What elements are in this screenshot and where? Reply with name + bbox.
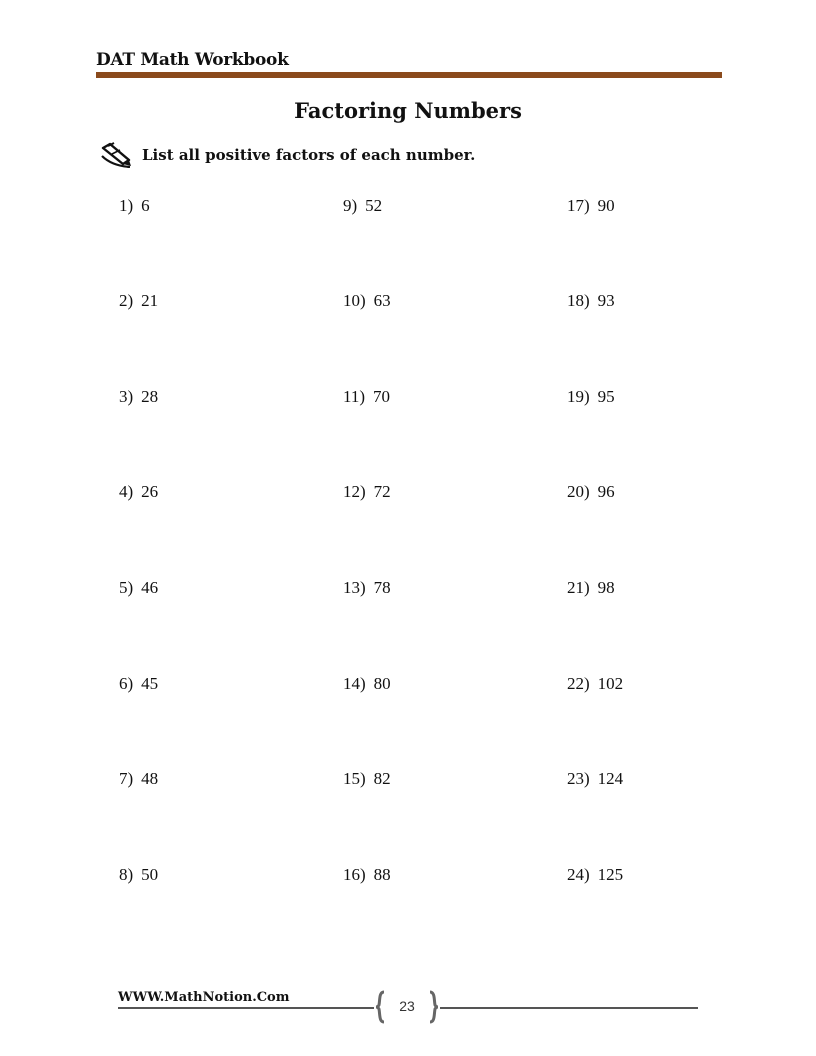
problem-24: 24) 125 — [567, 865, 624, 884]
problem-9: 9) 52 — [343, 196, 383, 215]
website-link[interactable]: WWW.MathNotion.Com — [118, 990, 290, 1005]
problem-18: 18) 93 — [567, 291, 615, 310]
page-number-box — [374, 990, 440, 1024]
problem-5: 5) 46 — [119, 578, 159, 597]
workbook-title: DAT Math Workbook — [96, 50, 289, 70]
problem-10: 10) 63 — [343, 291, 391, 310]
footer-divider-left — [118, 1007, 374, 1009]
problem-16: 16) 88 — [343, 865, 391, 884]
footer-divider-right — [440, 1007, 698, 1009]
instruction-text: List all positive factors of each number. — [142, 146, 476, 164]
problem-20: 20) 96 — [567, 482, 615, 501]
problem-22: 22) 102 — [567, 674, 624, 693]
problem-17: 17) 90 — [567, 196, 615, 215]
problem-15: 15) 82 — [343, 769, 391, 788]
problem-4: 4) 26 — [119, 482, 159, 501]
problem-8: 8) 50 — [119, 865, 159, 884]
problem-1: 1) 6 — [119, 196, 150, 215]
problem-6: 6) 45 — [119, 674, 159, 693]
problem-14: 14) 80 — [343, 674, 391, 693]
problem-2: 2) 21 — [119, 291, 159, 310]
problem-23: 23) 124 — [567, 769, 624, 788]
page-number: 23 — [399, 998, 415, 1014]
problem-13: 13) 78 — [343, 578, 391, 597]
problem-19: 19) 95 — [567, 387, 615, 406]
pencil-icon — [100, 142, 134, 168]
problem-3: 3) 28 — [119, 387, 159, 406]
header-divider — [96, 72, 722, 78]
problem-7: 7) 48 — [119, 769, 159, 788]
instruction — [100, 142, 475, 168]
page-title: Factoring Numbers — [294, 98, 522, 123]
problem-21: 21) 98 — [567, 578, 615, 597]
problem-11: 11) 70 — [343, 387, 391, 406]
problem-12: 12) 72 — [343, 482, 391, 501]
